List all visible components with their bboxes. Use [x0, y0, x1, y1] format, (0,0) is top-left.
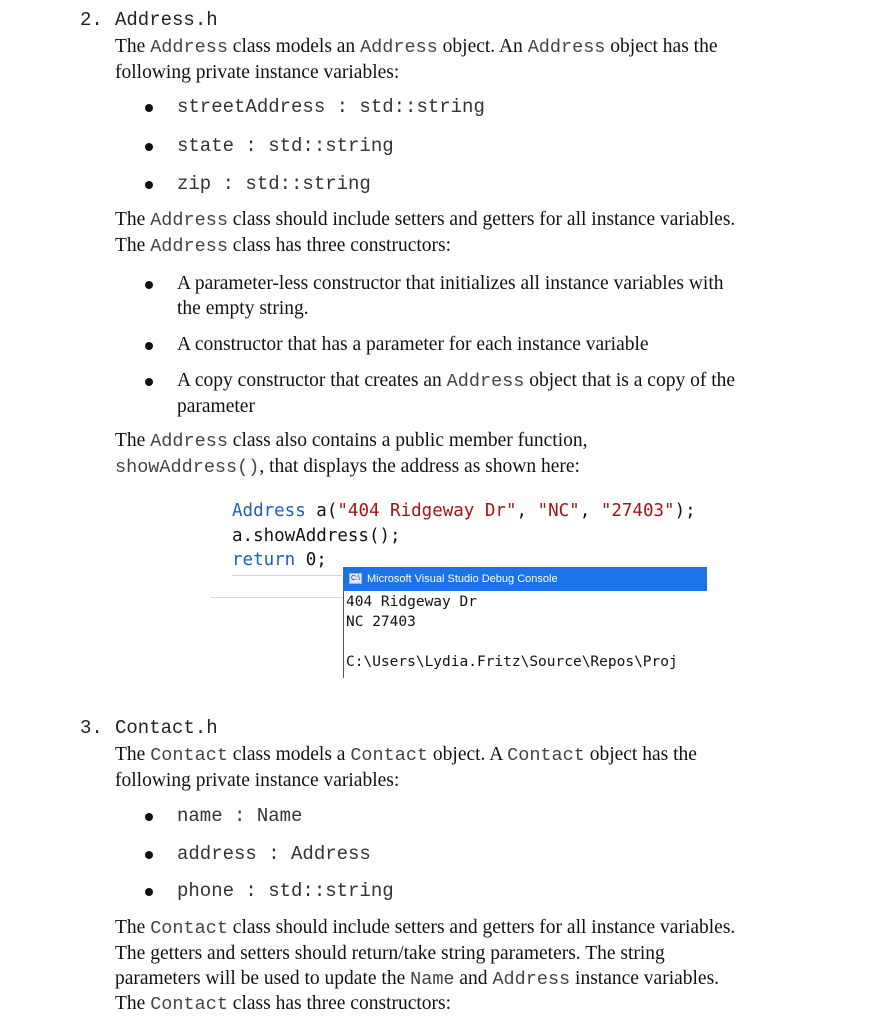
constructor-default-line2: the empty string.: [177, 298, 309, 319]
console-title: Microsoft Visual Studio Debug Console: [367, 573, 558, 585]
code-word: Contact: [507, 745, 585, 766]
text: class models an: [227, 36, 361, 57]
text: class models a: [227, 744, 351, 765]
text: class also contains a public member function,: [227, 430, 588, 451]
code-word: Address: [360, 37, 438, 58]
code-word: Address: [492, 969, 571, 990]
text: parameters will be used to update the: [115, 968, 411, 989]
text: The: [115, 36, 151, 57]
bullet-icon: [145, 181, 153, 189]
code-keyword: return: [232, 550, 296, 570]
text: object has the: [584, 744, 697, 765]
variable-name: name : Name: [177, 805, 303, 827]
bullet-icon: [145, 143, 153, 151]
contact-setters-line1: [115, 915, 735, 942]
text: The: [115, 235, 151, 256]
console-line-4: C:\Users\Lydia.Fritz\Source\Repos\Proj: [346, 654, 678, 670]
constructor-default-line1: A parameter-less constructor that initializes all instance variables with: [177, 273, 724, 294]
code-string: "404 Ridgeway Dr": [337, 501, 517, 521]
contact-intro-line1: [115, 742, 697, 769]
address-intro-line1: [115, 34, 718, 61]
code-string: "27403": [600, 501, 675, 521]
address-setters-line2: [115, 233, 451, 260]
variable-phone: phone : std::string: [177, 880, 394, 902]
variable-street-address: streetAddress : std::string: [177, 96, 485, 118]
contact-setters-line2: The getters and setters should return/take string parameters. The string: [115, 943, 665, 964]
address-also-line2: [115, 454, 580, 481]
code-word: Address: [527, 37, 606, 58]
text: The: [115, 430, 151, 451]
bullet-icon: [145, 813, 153, 821]
constructor-copy-line2: parameter: [177, 396, 255, 417]
text: instance variables.: [570, 968, 720, 989]
code-keyword: Address: [232, 501, 306, 521]
constructor-parameterized: A constructor that has a parameter for each instance variable: [177, 334, 649, 355]
code-text: ,: [516, 501, 538, 521]
console-title-bar[interactable]: [343, 567, 707, 591]
text: class has three constructors:: [227, 235, 452, 256]
code-word: Address: [446, 371, 525, 392]
code-word: Contact: [150, 994, 228, 1015]
console-line-1: 404 Ridgeway Dr: [346, 594, 477, 610]
console-output: [343, 591, 708, 678]
section-filename-contact: Contact.h: [115, 717, 218, 739]
contact-setters-line4: [115, 991, 451, 1018]
code-line-3: [232, 550, 327, 570]
text: class should include setters and getters for all instance variables.: [227, 209, 736, 230]
console-line-2: NC 27403: [346, 614, 416, 630]
text: , that displays the address as shown here:: [259, 456, 580, 477]
variable-zip: zip : std::string: [177, 173, 371, 195]
code-divider: [232, 575, 342, 576]
text: object that is a copy of the: [524, 370, 736, 391]
bullet-icon: [145, 888, 153, 896]
contact-setters-line3: [115, 966, 719, 993]
text: class has three constructors:: [227, 993, 452, 1014]
shadow-divider: [210, 597, 343, 598]
bullet-icon: [145, 281, 153, 289]
code-word: Address: [150, 431, 228, 452]
text: The: [115, 993, 151, 1014]
code-word: Name: [410, 969, 455, 990]
code-text: ,: [579, 501, 601, 521]
section-number-3: 3.: [80, 717, 103, 739]
code-word: Address: [150, 210, 228, 231]
code-word: showAddress(): [115, 457, 260, 478]
address-setters-line1: [115, 207, 735, 234]
constructor-copy-line1: [177, 368, 735, 394]
section-filename-address: Address.h: [115, 9, 218, 31]
code-word: Contact: [150, 745, 228, 766]
code-line-1: [232, 501, 696, 521]
text: The: [115, 744, 151, 765]
code-word: Contact: [150, 918, 228, 939]
variable-address: address : Address: [177, 843, 371, 865]
bullet-icon: [145, 342, 153, 350]
address-intro-line2: following private instance variables:: [115, 62, 400, 83]
bullet-icon: [145, 104, 153, 112]
text: and: [454, 968, 493, 989]
bullet-icon: [145, 378, 153, 386]
code-word: Contact: [350, 745, 429, 766]
code-text: 0;: [295, 550, 327, 570]
contact-intro-line2: following private instance variables:: [115, 770, 400, 791]
code-text: a(: [305, 501, 338, 521]
text: class should include setters and getters for all instance variables.: [227, 917, 736, 938]
text: object. A: [428, 744, 508, 765]
code-string: "NC": [537, 501, 580, 521]
text: A copy constructor that creates an: [177, 370, 447, 391]
text: The: [115, 209, 151, 230]
bullet-icon: [145, 851, 153, 859]
address-also-line1: [115, 428, 588, 455]
code-text: );: [674, 501, 696, 521]
code-word: Address: [150, 37, 228, 58]
variable-state: state : std::string: [177, 135, 394, 157]
code-line-2: a.showAddress();: [232, 526, 401, 546]
section-number-2: 2.: [80, 9, 103, 31]
text: object. An: [437, 36, 528, 57]
text: The: [115, 917, 151, 938]
text: object has the: [605, 36, 718, 57]
console-app-icon: C:\: [349, 573, 362, 584]
code-word: Address: [150, 236, 228, 257]
